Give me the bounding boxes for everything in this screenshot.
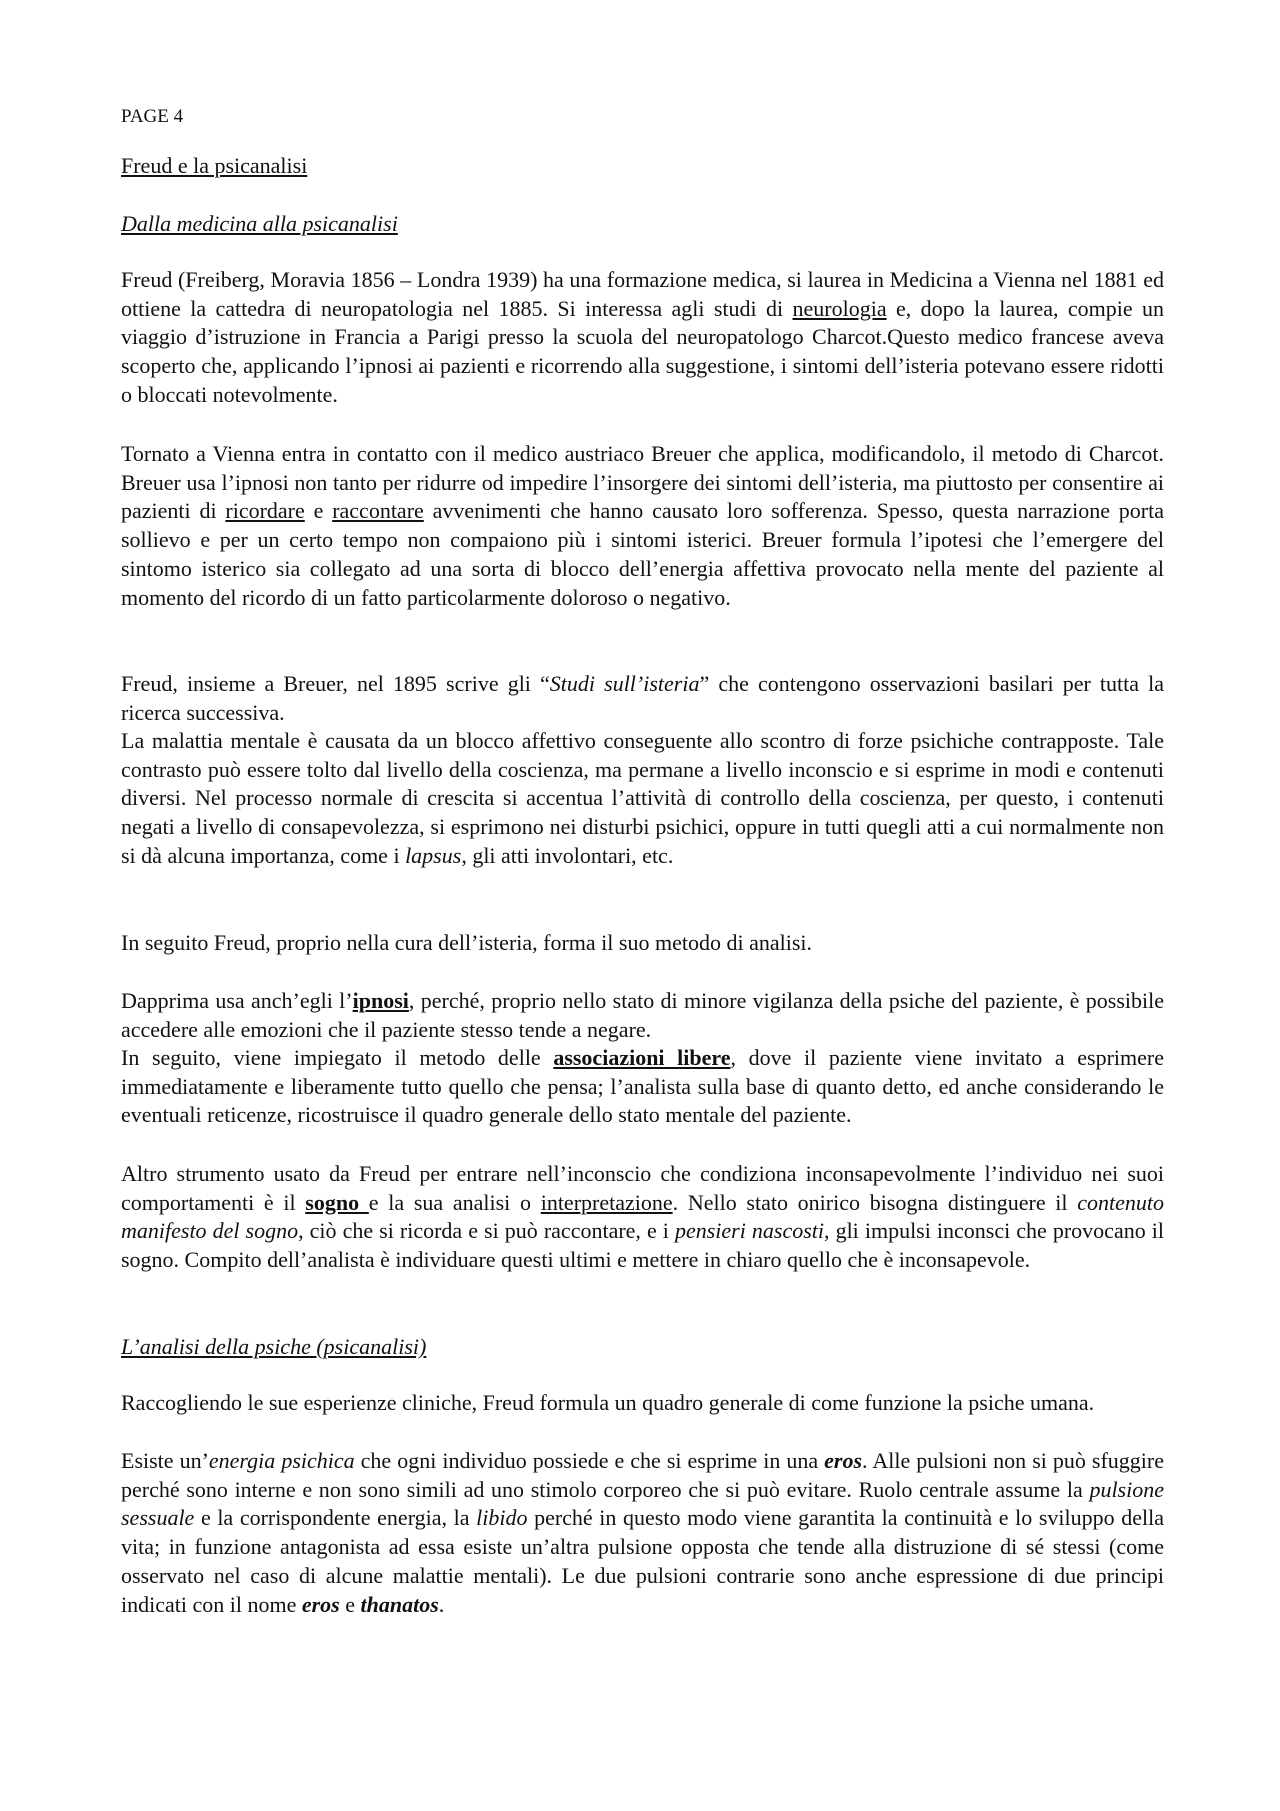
text-run: . <box>438 1591 445 1617</box>
text-run: che ogni individuo possiede e che si esprime in una <box>354 1448 825 1473</box>
section-heading-2: L’analisi della psiche (psicanalisi) <box>121 1334 427 1359</box>
italic-title: Studi sull’isteria <box>549 671 700 696</box>
paragraph-4 <box>121 727 1164 871</box>
underlined-term: raccontare <box>332 498 424 524</box>
text-run: e, dopo la laurea, compie un viaggio d’istruzione in Francia a Parigi presso la scuola del neuropatologo Charcot.Questo medico francese aveva scoperto che, applicando l’ipnosi ai pazienti e ricorrendo alla suggestione, i sintomi dell’isteria potevano essere ridotti o bloccati notevolmente. <box>121 295 1164 407</box>
text-run: . Nello stato onirico bisogna distinguere il <box>672 1189 1078 1215</box>
key-term: eros <box>301 1591 340 1617</box>
paragraph-9: Raccogliendo le sue esperienze cliniche, Freud formula un quadro generale di come funzione la psiche umana. <box>121 1390 1095 1415</box>
text-run: perché in questo modo viene garantita la continuità e lo sviluppo della vita; in funzione antagonista ad essa esiste un’altra pulsione opposta che tende alla distruzione di sé stessi (come osservato nel caso di alcune malattie mentali). Le due pulsioni contrarie sono anche espressione di due principi indicati con il nome <box>121 1505 1164 1617</box>
text-run: , gli impulsi inconsci che provocano il sogno. Compito dell’analista è individuare questi ultimi e mettere in chiaro quello che è inconsapevole. <box>121 1218 1164 1273</box>
text-run: Dapprima usa anch’egli l’ <box>121 988 353 1013</box>
italic-term: pensieri nascosti <box>674 1218 825 1244</box>
text-run: Freud, insieme a Breuer, nel 1895 scrive gli “ <box>121 671 550 696</box>
text-run: Esiste un’ <box>121 1448 209 1473</box>
text-run: , dove il paziente viene invitato a esprimere immediatamente e liberamente tutto quello che pensa; l’analista sulla base di quanto detto, ed anche considerando le eventuali reticenze, ricostruisce il quadro generale dello stato mentale del paziente. <box>121 1045 1164 1128</box>
underlined-term: neurologia <box>792 295 887 321</box>
key-term: thanatos <box>360 1591 439 1617</box>
page-header: PAGE 4 <box>121 106 184 127</box>
paragraph-2 <box>121 440 1164 612</box>
text-run: e <box>304 498 333 524</box>
text-run: e <box>339 1591 361 1617</box>
text-run: ” che contengono osservazioni basilari per tutta la ricerca successiva. <box>121 671 1165 725</box>
text-run: , ciò che si ricorda e si può raccontare, e i <box>298 1218 675 1244</box>
key-term: eros <box>824 1448 863 1473</box>
italic-term: pulsione sessuale <box>121 1476 1164 1531</box>
italic-term: lapsus <box>405 842 462 868</box>
text-run: , gli atti involontari, etc. <box>461 842 674 868</box>
text-run: Altro strumento usato da Freud per entrare nell’inconscio che condiziona inconsapevolmente l’individuo nei suoi comportamenti è il <box>121 1161 1164 1215</box>
text-run: . Alle pulsioni non si può sfuggire perché sono interne e non sono simili ad uno stimolo corporeo che si può evitare. Ruolo centrale assume la <box>121 1448 1165 1502</box>
document-title: Freud e la psicanalisi <box>121 153 308 178</box>
text-run: avvenimenti che hanno causato loro sofferenza. Spesso, questa narrazione porta sollievo e per un certo tempo non compaiono più i sintomi isterici. Breuer formula l’ipotesi che l’emergere del sintomo isterico sia collegato ad una sorta di blocco dell’energia affettiva provocato nella mente del paziente al momento del ricordo di un fatto particolarmente doloroso o negativo. <box>121 498 1165 610</box>
underlined-term: interpretazione <box>540 1189 673 1215</box>
paragraph-5: In seguito Freud, proprio nella cura dell’isteria, forma il suo metodo di analisi. <box>121 930 812 955</box>
text-run: e la sua analisi o <box>368 1189 541 1215</box>
text-run: Tornato a Vienna entra in contatto con il medico austriaco Breuer che applica, modificandolo, il metodo di Charcot. Breuer usa l’ipnosi non tanto per ridurre od impedire l’insorgere dei sintomi dell’isteria, ma piuttosto per consentire ai pazienti di <box>121 441 1164 524</box>
text-run: La malattia mentale è causata da un blocco affettivo conseguente allo scontro di forze psichiche contrapposte. Tale contrasto può essere tolto dal livello della coscienza, ma permane a livello inconscio e si esprime in modi e contenuti diversi. Nel processo normale di crescita si accentua l’attività di controllo della coscienza, per questo, i contenuti negati a livello di consapevolezza, si esprimono nei disturbi psichici, oppure in tutti quegli atti a cui normalmente non si dà alcuna importanza, come i <box>121 728 1164 868</box>
paragraph-3 <box>121 670 1164 727</box>
text-run: In seguito, viene impiegato il metodo delle <box>121 1045 554 1070</box>
paragraph-7 <box>121 1044 1164 1130</box>
key-term: sogno <box>305 1189 369 1215</box>
text-run: e la corrispondente energia, la <box>194 1505 477 1531</box>
italic-term: contenuto manifesto del sogno <box>121 1189 1164 1244</box>
italic-term: energia psichica <box>208 1448 355 1473</box>
text-run: , perché, proprio nello stato di minore vigilanza della psiche del paziente, è possibile accedere alle emozioni che il paziente stesso tende a negare. <box>121 988 1164 1042</box>
key-term: associazioni libere <box>553 1045 731 1070</box>
section-heading-1: Dalla medicina alla psicanalisi <box>121 211 398 236</box>
paragraph-1 <box>121 266 1164 410</box>
text-run: Freud (Freiberg, Moravia 1856 – Londra 1939) ha una formazione medica, si laurea in Medicina a Vienna nel 1881 ed ottiene la cattedra di neuropatologia nel 1885. Si interessa agli studi di <box>121 267 1164 321</box>
underlined-term: ricordare <box>225 498 305 524</box>
paragraph-6 <box>121 987 1164 1044</box>
italic-term: libido <box>476 1505 528 1531</box>
paragraph-8 <box>121 1160 1164 1275</box>
key-term: ipnosi <box>352 988 409 1013</box>
paragraph-10 <box>121 1447 1164 1619</box>
